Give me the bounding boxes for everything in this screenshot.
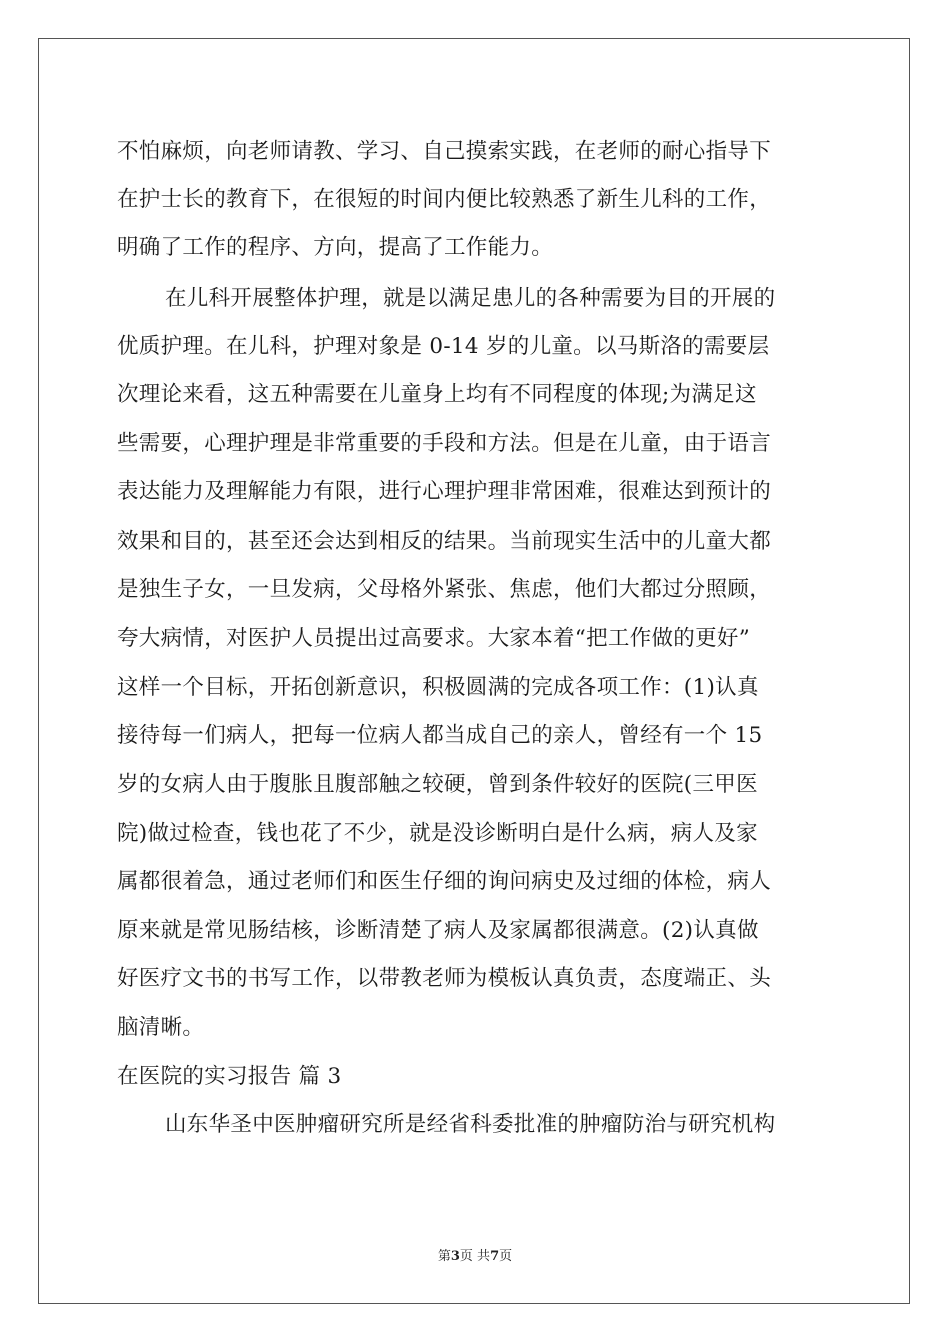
paragraph-line: 夸大病情，对医护人员提出过高要求。大家本着“把工作做的更好” <box>117 626 750 651</box>
footer-prefix: 第 <box>437 1249 451 1264</box>
paragraph-line: 是独生子女，一旦发病，父母格外紧张、焦虑，他们大都过分照顾， <box>117 577 772 602</box>
paragraph-line: 在护士长的教育下，在很短的时间内便比较熟悉了新生儿科的工作， <box>117 187 772 212</box>
paragraph-line: 脑清晰。 <box>117 1015 205 1040</box>
paragraph-line: 在儿科开展整体护理，就是以满足患儿的各种需要为目的开展的 <box>165 286 776 311</box>
section-heading: 在医院的实习报告 篇 3 <box>117 1064 342 1089</box>
paragraph-line: 次理论来看，这五种需要在儿童身上均有不同程度的体现;为满足这 <box>117 382 757 407</box>
paragraph-line: 优质护理。在儿科，护理对象是 0-14 岁的儿童。以马斯洛的需要层 <box>117 334 770 359</box>
paragraph-line: 不怕麻烦，向老师请教、学习、自己摸索实践，在老师的耐心指导下 <box>117 139 772 164</box>
paragraph-line: 岁的女病人由于腹胀且腹部触之较硬，曾到条件较好的医院(三甲医 <box>117 772 758 797</box>
paragraph-line: 明确了工作的程序、方向，提高了工作能力。 <box>117 235 554 260</box>
paragraph-line: 院)做过检查，钱也花了不少，就是没诊断明白是什么病，病人及家 <box>117 821 758 846</box>
page-number-footer <box>0 1249 950 1265</box>
paragraph-line: 效果和目的，甚至还会达到相反的结果。当前现实生活中的儿童大都 <box>117 529 772 554</box>
paragraph-line: 这样一个目标，开拓创新意识，积极圆满的完成各项工作：(1)认真 <box>117 675 759 700</box>
paragraph-line: 原来就是常见肠结核，诊断清楚了病人及家属都很满意。(2)认真做 <box>117 918 759 943</box>
paragraph-line: 属都很着急，通过老师们和医生仔细的询问病史及过细的体检，病人 <box>117 869 772 894</box>
paragraph-line: 山东华圣中医肿瘤研究所是经省科委批准的肿瘤防治与研究机构 <box>165 1112 776 1137</box>
total-page-number: 7 <box>490 1249 500 1264</box>
paragraph-line: 好医疗文书的书写工作，以带教老师为模板认真负责，态度端正、头 <box>117 966 772 991</box>
paragraph-line: 接待每一们病人，把每一位病人都当成自己的亲人，曾经有一个 15 <box>117 723 763 748</box>
footer-mid: 页 共 <box>459 1249 491 1264</box>
paragraph-line: 表达能力及理解能力有限，进行心理护理非常困难，很难达到预计的 <box>117 479 772 504</box>
paragraph-line: 些需要，心理护理是非常重要的手段和方法。但是在儿童，由于语言 <box>117 431 772 456</box>
footer-suffix: 页 <box>499 1249 513 1264</box>
current-page-number: 3 <box>450 1249 460 1264</box>
